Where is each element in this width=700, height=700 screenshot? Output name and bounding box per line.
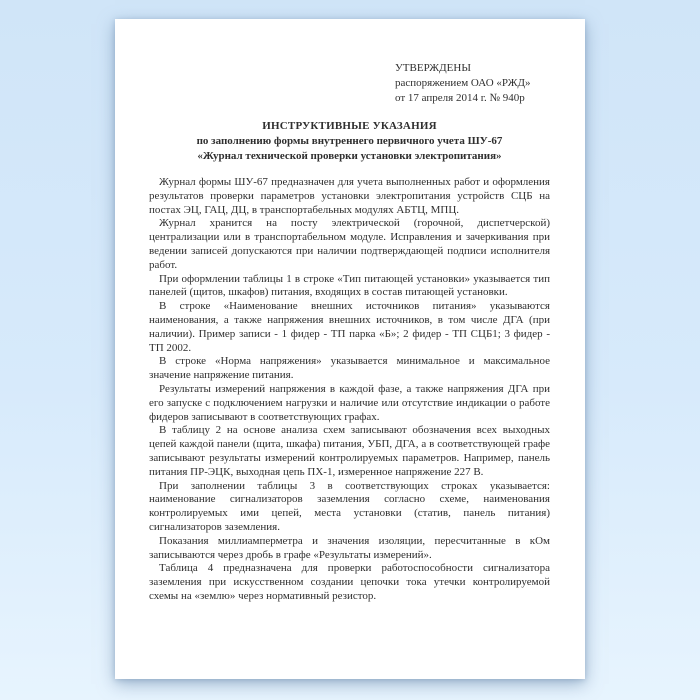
approval-block — [395, 61, 550, 106]
document-title-block — [149, 119, 550, 164]
approval-authority: распоряжением ОАО «РЖД» — [395, 77, 531, 89]
paragraph-milliammeter: Показания миллиамперметра и значения изоляции, пересчитанные в кОм записываются через дробь в графе «Результаты измерений». — [149, 534, 550, 561]
document-body — [149, 176, 550, 604]
paragraph-storage: Журнал хранится на посту электрической (горочной, диспетчерской) централизации или в транспортабельном модуле. Исправления и зачеркивания при ведении записей допускаются при наличии подтверждающей подписи исполнителя работ. — [149, 217, 550, 271]
document-subtitle-line-1: по заполнению формы внутреннего первичного учета ШУ-67 — [196, 135, 503, 147]
document-page — [115, 19, 585, 679]
paragraph-purpose: Журнал формы ШУ-67 предназначен для учета выполненных работ и оформления результатов проверки параметров установки электропитания устройств СЦБ на постах ЭЦ, ГАЦ, ДЦ, в транспортабельных модулях АБТЦ, МПЦ. — [149, 176, 550, 216]
paragraph-table3: При заполнении таблицы 3 в соответствующих строках указывается: наименование сигнализаторов заземления согласно схеме, наименования контролируемых ими цепей, места установки (статив, панель питания) сигнализаторов заземления. — [149, 479, 550, 533]
approval-date: от 17 апреля 2014 г. № 940р — [395, 92, 525, 104]
paragraph-table1-type: При оформлении таблицы 1 в строке «Тип питающей установки» указывается тип панелей (щитов, шкафов) питания, входящих в состав питающей установки. — [149, 272, 550, 299]
paragraph-voltage-norm: В строке «Норма напряжения» указывается минимальное и максимальное значение напряжение питания. — [149, 355, 550, 382]
paragraph-measurements: Результаты измерений напряжения в каждой фазе, а также напряжения ДГА при его запуске с подключением нагрузки и наличие или отсутствие индикации о работе фидеров записывают в соответствующих графах. — [149, 382, 550, 423]
paragraph-table2: В таблицу 2 на основе анализа схем записывают обозначения всех выходных цепей каждой панели (щита, шкафа) питания, УБП, ДГА, а в соответствующей графе записывают результаты измерений контролируемых параметров. Например, панель питания ПР-ЭЦК, выходная цепь ПХ-1, измеренное напряжение 227 В. — [149, 424, 550, 478]
document-subtitle-line-2: «Журнал технической проверки установки электропитания» — [197, 150, 502, 162]
document-title: ИНСТРУКТИВНЫЕ УКАЗАНИЯ — [262, 120, 437, 132]
paragraph-table4: Таблица 4 предназначена для проверки работоспособности сигнализатора заземления при искусственном создании цепочки тока утечки контролируемой схемы на «землю» через нормативный резистор. — [149, 562, 550, 602]
approval-status: УТВЕРЖДЕНЫ — [395, 62, 471, 74]
paragraph-sources: В строке «Наименование внешних источников питания» указываются наименования, а также напряжения внешних источников, в том числе ДГА (при наличии). Пример записи - 1 фидер - ТП парка «Б»; 2 фидер - ТП СЦБ1; 3 фидер - ТП 2002. — [149, 300, 550, 354]
